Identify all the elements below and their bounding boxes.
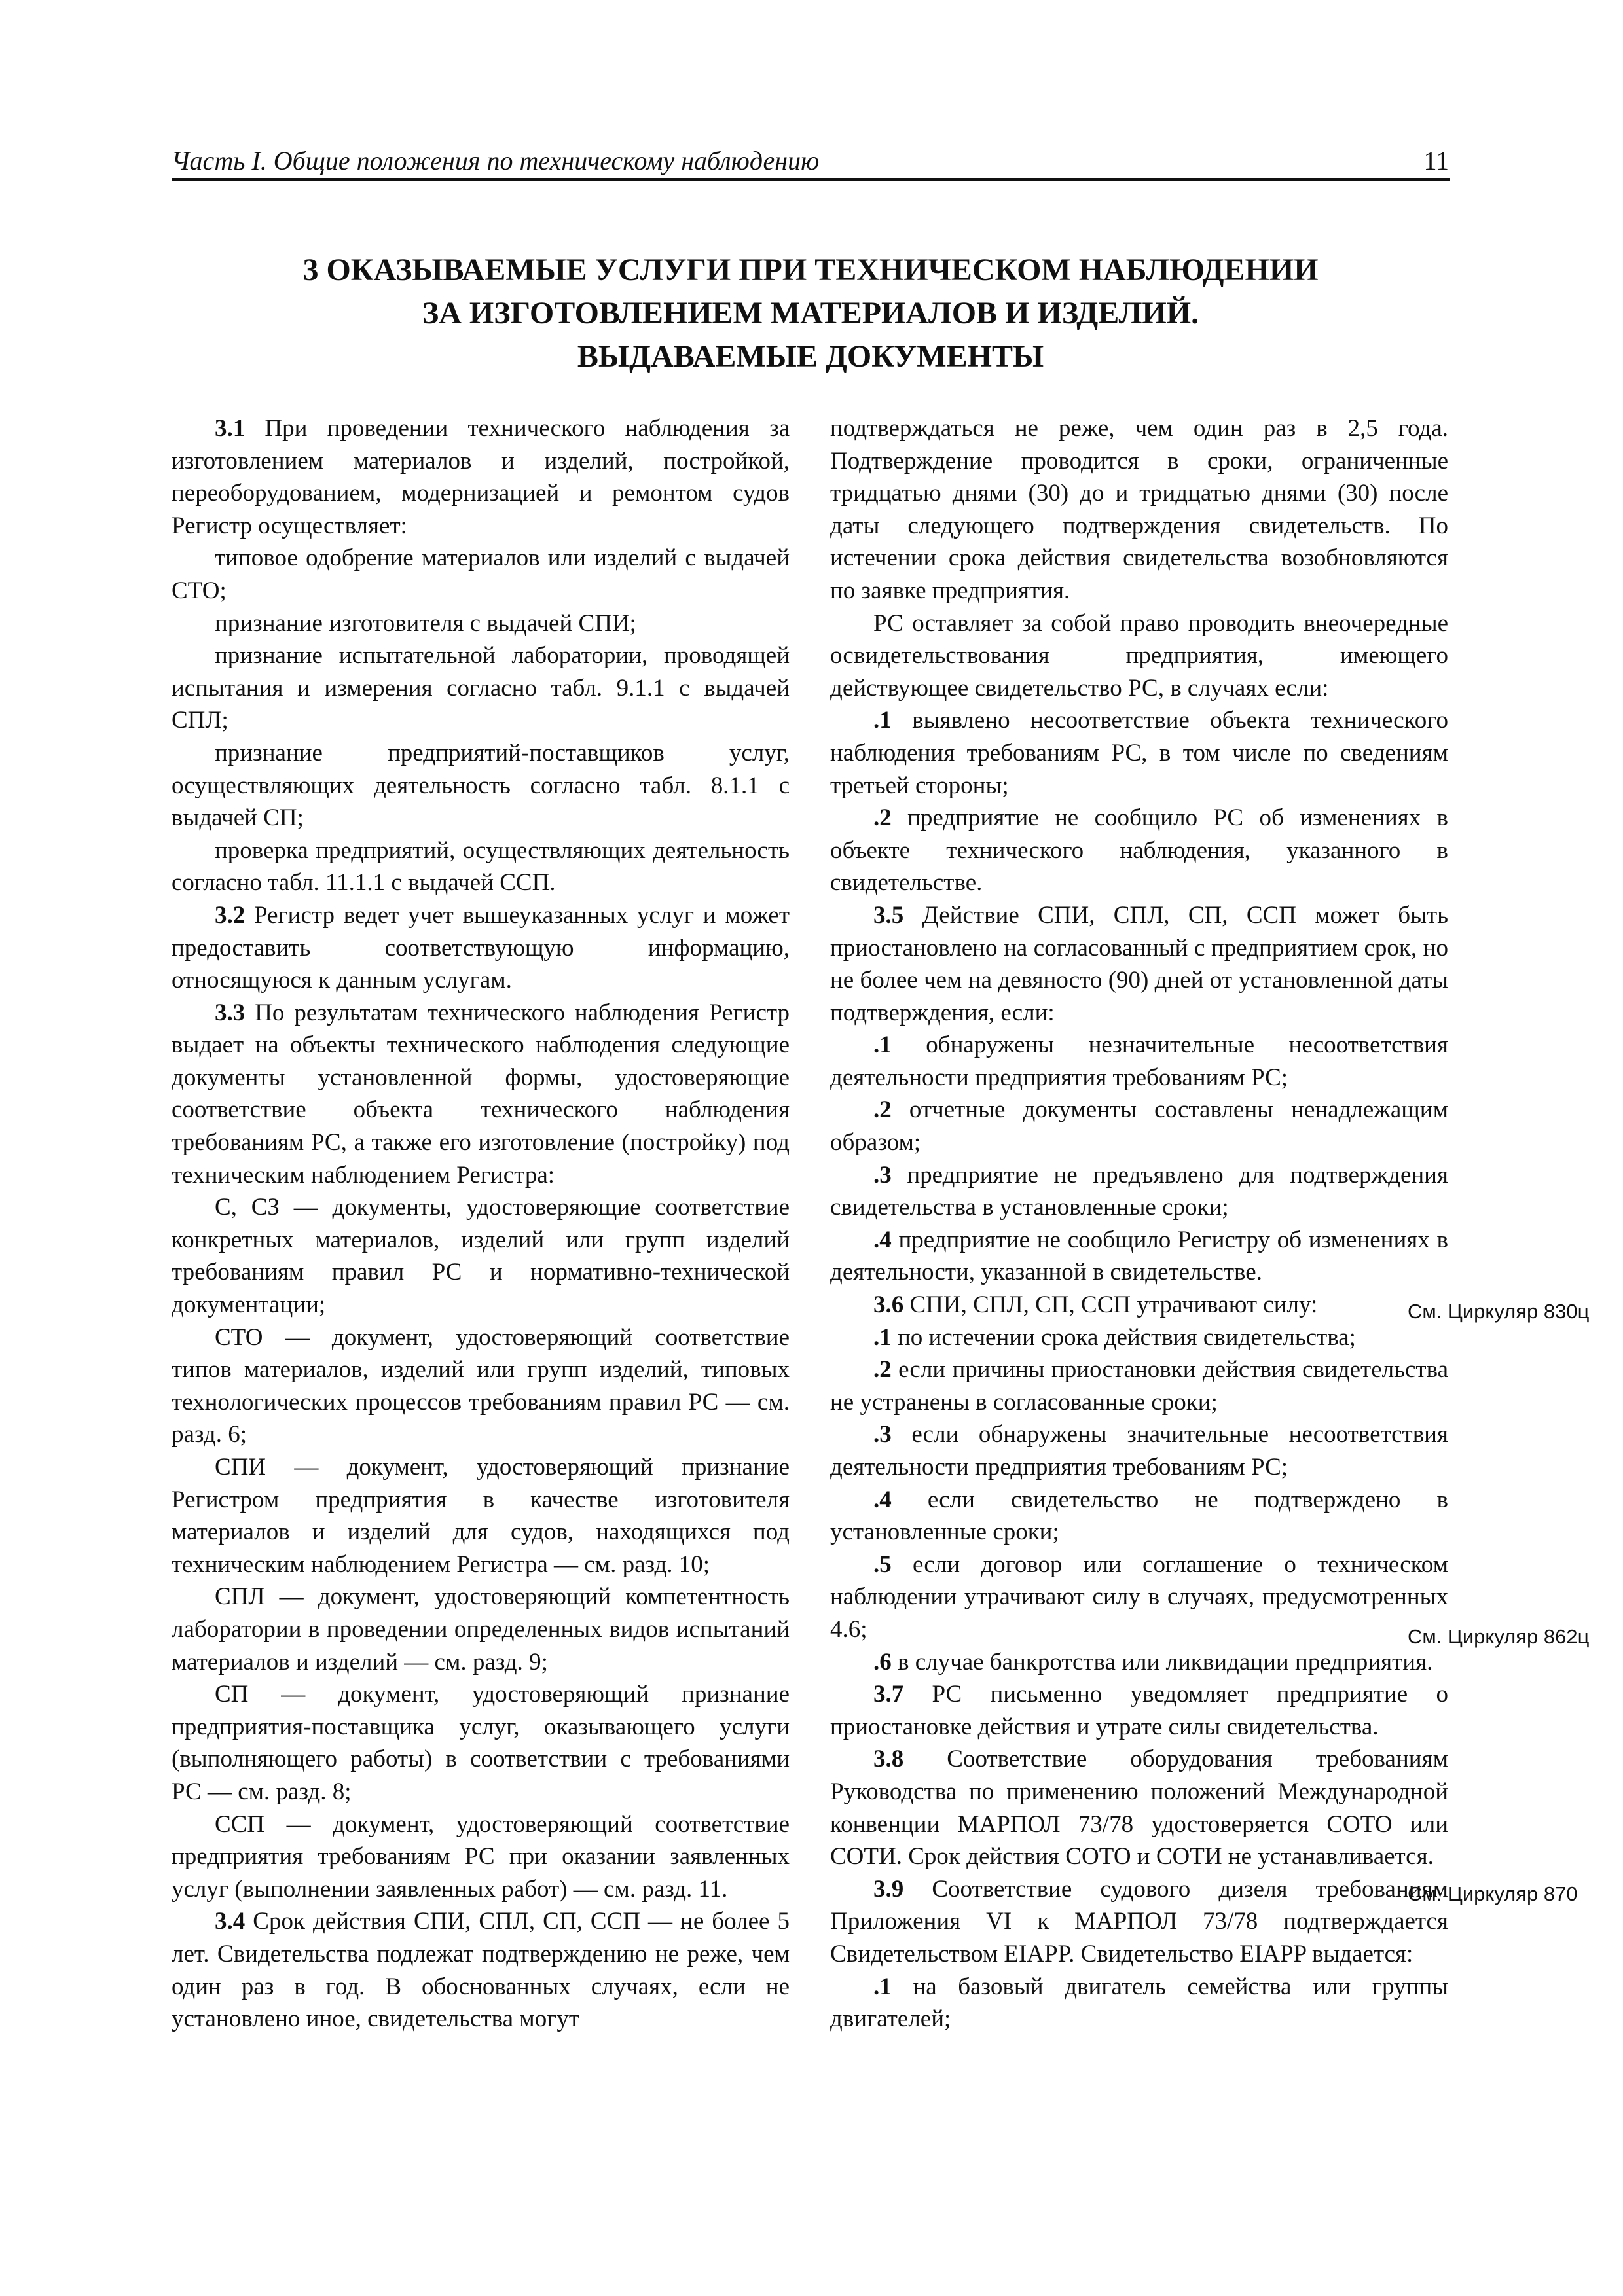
paragraph-text: если обнаружены значительные несоответствия деятельности предприятия требованиям РС;	[830, 1421, 1448, 1480]
paragraph-text: СПЛ — документ, удостоверяющий компетентность лаборатории в проведении определенных видов испытаний материалов и изделий — см. разд. 9;	[172, 1583, 790, 1676]
paragraph-text: если свидетельство не подтверждено в установленные сроки;	[830, 1486, 1448, 1546]
section-title-line: ВЫДАВАЕМЫЕ ДОКУМЕНТЫ	[577, 339, 1044, 374]
paragraph	[830, 607, 1448, 705]
paragraph-text: СТО — документ, удостоверяющий соответствие типов материалов, изделий или групп изделий, типовых технологических процессов требованиям правил РС — см. разд. 6;	[172, 1323, 790, 1448]
page-number: 11	[1423, 146, 1449, 175]
paragraph-text: если договор или соглашение о техническом наблюдении утрачивают силу в случаях, предусмотренных 4.6;	[830, 1551, 1448, 1643]
paragraph-text: в случае банкротства или ликвидации предприятия.	[891, 1648, 1433, 1676]
clause-number: .2	[873, 1096, 892, 1124]
paragraph	[830, 1418, 1448, 1483]
margin-note-circular-830: См. Циркуляр 830ц	[1408, 1300, 1590, 1323]
paragraph	[830, 1029, 1448, 1094]
clause-number: .2	[873, 1356, 892, 1384]
paragraph	[172, 737, 790, 834]
paragraph	[830, 1094, 1448, 1158]
paragraph	[172, 1451, 790, 1581]
paragraph	[830, 1873, 1448, 1971]
paragraph-text: обнаружены незначительные несоответствия деятельности предприятия требованиям РС;	[830, 1031, 1448, 1091]
paragraph	[830, 1743, 1448, 1873]
clause-number: 3.1	[215, 415, 246, 442]
paragraph-text: предприятие не сообщило Регистру об изменениях в деятельности, указанной в свидетельстве.	[830, 1226, 1448, 1286]
paragraph-text: При проведении технического наблюдения за изготовлением материалов и изделий, постройкой, переоборудованием, модернизацией и ремонтом судов Регистр осуществляет:	[172, 415, 790, 539]
clause-number: 3.8	[873, 1746, 904, 1773]
section-title-line: 3 ОКАЗЫВАЕМЫЕ УСЛУГИ ПРИ ТЕХНИЧЕСКОМ НАБЛЮДЕНИИ	[302, 253, 1319, 287]
paragraph-text: СПИ — документ, удостоверяющий признание Регистром предприятия в качестве изготовителя материалов и изделий для судов, находящихся под техническим наблюдением Регистра — см. разд. 10;	[172, 1454, 790, 1578]
clause-number: .1	[873, 1031, 892, 1059]
clause-number: .2	[873, 804, 892, 832]
section-title-line: ЗА ИЗГОТОВЛЕНИЕМ МАТЕРИАЛОВ И ИЗДЕЛИЙ.	[422, 296, 1199, 331]
paragraph-text: подтверждаться не реже, чем один раз в 2,5 года. Подтверждение проводится в сроки, ограниченные тридцатью днями (30) до и тридцатью днями (30) после даты следующего подтверждения свидетельств. По истечении срока действия свидетельства возобновляются по заявке предприятия.	[830, 415, 1448, 604]
paragraph-text: если причины приостановки действия свидетельства не устранены в согласованные сроки;	[830, 1356, 1448, 1416]
paragraph-text: РС письменно уведомляет предприятие о приостановке действия и утрате силы свидетельства.	[830, 1681, 1448, 1740]
section-title	[172, 249, 1450, 378]
paragraph	[830, 1224, 1448, 1289]
paragraph-text: Регистр ведет учет вышеуказанных услуг и может предоставить соответствующую информацию, относящуюся к данным услугам.	[172, 901, 790, 994]
paragraph-text: Соответствие судового дизеля требованиям Приложения VI к МАРПОЛ 73/78 подтверждается Свидетельством EIAPP. Свидетельство EIAPP выдается:	[830, 1875, 1448, 1967]
paragraph	[172, 1581, 790, 1678]
paragraph	[172, 1191, 790, 1321]
left-column	[172, 412, 790, 2036]
clause-number: 3.7	[873, 1681, 904, 1708]
paragraph-text: Соответствие оборудования требованиям Руководства по применению положений Международной конвенции МАРПОЛ 73/78 удостоверяется СОТО или СОТИ. Срок действия СОТО и СОТИ не устанавливается.	[830, 1746, 1448, 1871]
paragraph	[830, 412, 1448, 607]
paragraph	[172, 1321, 790, 1451]
paragraph-text: признание изготовителя с выдачей СПИ;	[215, 609, 636, 637]
paragraph	[830, 1484, 1448, 1549]
paragraph	[830, 1549, 1448, 1646]
right-column	[830, 412, 1448, 2036]
clause-number: 3.2	[215, 901, 246, 929]
running-header-title: Часть I. Общие положения по техническому наблюдению	[172, 146, 820, 175]
paragraph	[172, 997, 790, 1192]
paragraph	[830, 1678, 1448, 1743]
paragraph	[172, 607, 790, 640]
clause-number: 3.5	[873, 901, 904, 929]
paragraph-text: СП — документ, удостоверяющий признание предприятия-поставщика услуг, оказывающего услуги (выполняющего работы) в соответствии с требованиями РС — см. разд. 8;	[172, 1681, 790, 1805]
paragraph-text: признание испытательной лаборатории, проводящей испытания и измерения согласно табл. 9.1.1 с выдачей СПЛ;	[172, 642, 790, 734]
paragraph-text: По результатам технического наблюдения Регистр выдает на объекты технического наблюдения следующие документы установленной формы, удостоверяющие соответствие объекта технического наблюдения требованиям РС, а также его изготовление (постройку) под техническим наблюдением Регистра:	[172, 999, 790, 1189]
margin-note-circular-862: См. Циркуляр 862ц	[1408, 1625, 1590, 1648]
paragraph-text: проверка предприятий, осуществляющих деятельность согласно табл. 11.1.1 с выдачей ССП.	[172, 836, 790, 897]
paragraph-text: отчетные документы составлены ненадлежащим образом;	[830, 1096, 1448, 1157]
paragraph	[172, 412, 790, 542]
paragraph	[830, 1354, 1448, 1418]
paragraph	[172, 639, 790, 737]
clause-number: .4	[873, 1226, 892, 1253]
clause-number: .1	[873, 1323, 892, 1351]
paragraph	[172, 1808, 790, 1906]
paragraph-text: признание предприятий-поставщиков услуг, осуществляющих деятельность согласно табл. 8.1.1 с выдачей СП;	[172, 739, 790, 832]
paragraph	[172, 1678, 790, 1808]
header-rule	[172, 178, 1450, 181]
paragraph-text: С, СЗ — документы, удостоверяющие соответствие конкретных материалов, изделий или групп изделий требованиям правил РС и нормативно-технической документации;	[172, 1194, 790, 1319]
paragraph	[830, 802, 1448, 899]
paragraph-text: Срок действия СПИ, СПЛ, СП, ССП — не более 5 лет. Свидетельства подлежат подтверждению не реже, чем один раз в год. В обоснованных случаях, если не установлено иное, свидетельства могут	[172, 1908, 790, 2033]
paragraph	[830, 1159, 1448, 1224]
paragraph-text: выявлено несоответствие объекта технического наблюдения требованиям РС, в том числе по сведениям третьей стороны;	[830, 707, 1448, 799]
paragraph	[172, 1905, 790, 2035]
paragraph	[830, 704, 1448, 802]
paragraph-text: на базовый двигатель семейства или группы двигателей;	[830, 1973, 1448, 2033]
clause-number: .3	[873, 1421, 892, 1448]
clause-number: 3.9	[873, 1875, 904, 1903]
clause-number: .3	[873, 1161, 892, 1189]
clause-number: .1	[873, 707, 892, 734]
paragraph-text: РС оставляет за собой право проводить внеочередные освидетельствования предприятия, имеющего действующее свидетельство РС, в случаях если:	[830, 609, 1448, 702]
paragraph-text: по истечении срока действия свидетельства;	[891, 1323, 1356, 1351]
paragraph	[830, 1321, 1448, 1354]
paragraph-text: типовое одобрение материалов или изделий с выдачей СТО;	[172, 545, 790, 604]
clause-number: .4	[873, 1486, 892, 1513]
paragraph	[172, 899, 790, 997]
clause-number: .1	[873, 1973, 892, 2000]
paragraph	[830, 899, 1448, 1029]
paragraph-text: ССП — документ, удостоверяющий соответствие предприятия требованиям РС при оказании заявленных услуг (выполнении заявленных работ) — см. разд. 11.	[172, 1810, 790, 1903]
paragraph	[172, 834, 790, 899]
paragraph-text: предприятие не предъявлено для подтверждения свидетельства в установленные сроки;	[830, 1161, 1448, 1221]
paragraph	[830, 1971, 1448, 2036]
paragraph	[172, 542, 790, 607]
paragraph	[830, 1646, 1448, 1679]
clause-number: 3.6	[873, 1291, 904, 1319]
clause-number: 3.4	[215, 1908, 246, 1935]
clause-number: .5	[873, 1551, 892, 1578]
paragraph-text: предприятие не сообщило РС об изменениях в объекте технического наблюдения, указанного в свидетельстве.	[830, 804, 1448, 897]
paragraph-text: СПИ, СПЛ, СП, ССП утрачивают силу:	[903, 1291, 1318, 1319]
paragraph	[830, 1289, 1448, 1321]
clause-number: 3.3	[215, 999, 246, 1026]
margin-note-circular-870: См. Циркуляр 870	[1408, 1882, 1578, 1905]
clause-number: .6	[873, 1648, 892, 1676]
paragraph-text: Действие СПИ, СПЛ, СП, ССП может быть приостановлено на согласованный с предприятием срок, но не более чем на девяносто (90) дней от установленной даты подтверждения, если:	[830, 901, 1448, 1026]
